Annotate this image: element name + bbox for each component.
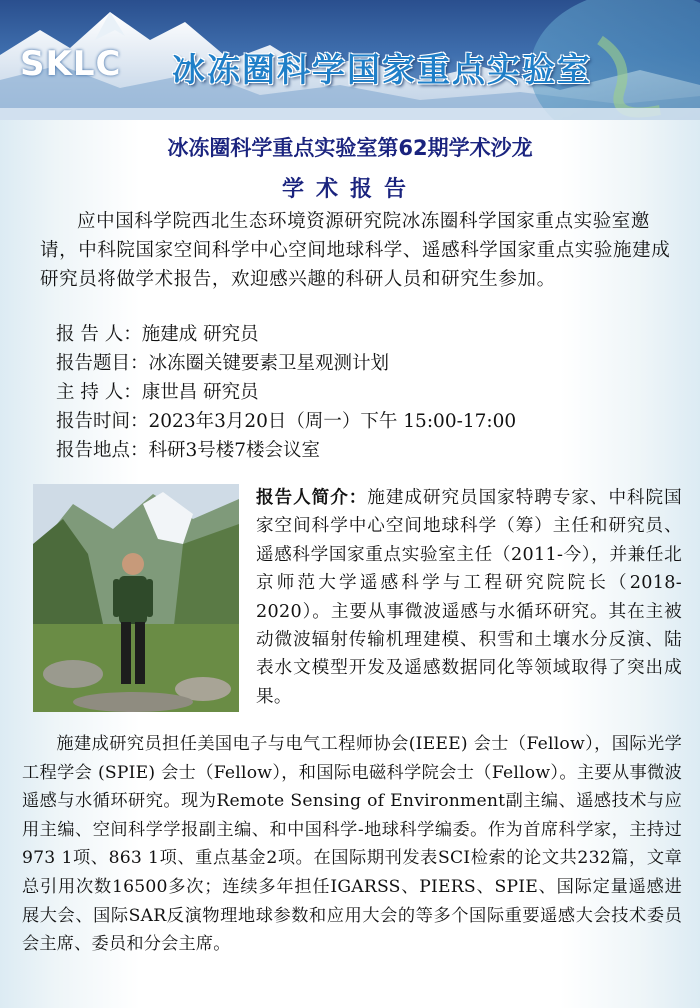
header-banner bbox=[0, 0, 700, 120]
info-value: 科研3号楼7楼会议室 bbox=[148, 440, 321, 461]
info-value: 冰冻圈关键要素卫星观测计划 bbox=[148, 353, 390, 374]
info-label: 主 持 人： bbox=[56, 382, 142, 403]
info-host bbox=[56, 378, 259, 407]
speaker-bio bbox=[256, 484, 682, 711]
info-time bbox=[56, 407, 516, 436]
info-value: 康世昌 研究员 bbox=[141, 382, 259, 403]
lab-logo: SKLC bbox=[20, 44, 122, 84]
info-location bbox=[56, 436, 320, 465]
info-label: 报告时间： bbox=[56, 411, 149, 432]
salon-series-title: 冰冻圈科学重点实验室第62期学术沙龙 bbox=[167, 136, 533, 160]
info-label: 报 告 人： bbox=[56, 324, 142, 345]
info-value: 施建成 研究员 bbox=[141, 324, 259, 345]
speaker-photo bbox=[33, 484, 239, 712]
info-label: 报告地点： bbox=[56, 440, 149, 461]
speaker-photo-illustration bbox=[33, 484, 239, 712]
info-label: 报告题目： bbox=[56, 353, 149, 374]
bio-label: 报告人简介： bbox=[256, 487, 368, 508]
speaker-credentials-paragraph: 施建成研究员担任美国电子与电气工程师协会(IEEE) 会士（Fellow），国际光学工程学会 (SPIE) 会士（Fellow），和国际电磁科学院会士（Fellow）。主要从事微波遥感与水循环研究。现为Remote Sensing of Environment副主编、遥感技术与应用主编、空间科学学报副主编、和中国科学-地球科学编委。作为首席科学家，主持过973 1项、863 1项、重点基金2项。在国际期刊发表SCI检索的论文共232篇，文章总引用次数16500多次；连续多年担任IGARSS、PIERS、SPIE、国际定量遥感进展大会、国际SAR反演物理地球参数和应用大会的等多个国际重要遥感大会技术委员会主席、委员和分会主席。 bbox=[22, 734, 682, 955]
info-topic bbox=[56, 349, 389, 378]
invitation-paragraph: 应中国科学院西北生态环境资源研究院冰冻圈科学国家重点实验室邀请，中科院国家空间科学中心空间地球科学、遥感科学国家重点实验施建成研究员将做学术报告，欢迎感兴趣的科研人员和研究生参加。 bbox=[40, 211, 671, 290]
info-value: 2023年3月20日（周一）下午 15:00-17:00 bbox=[148, 411, 517, 432]
bio-text: 施建成研究员国家特聘专家、中科院国家空间科学中心空间地球科学（筹）主任和研究员、遥感科学国家重点实验室主任（2011-今），并兼任北京师范大学遥感科学与工程研究院院长（2018-2020）。主要从事微波遥感与水循环研究。其在主被动微波辐射传输机理建模、积雪和土壤水分反演、陆表水文模型开发及遥感数据同化等领域取得了突出成果。 bbox=[256, 488, 682, 707]
report-heading: 学术报告 bbox=[281, 177, 418, 202]
info-speaker bbox=[56, 320, 259, 349]
lab-name-title: 冰冻圈科学国家重点实验室 bbox=[172, 50, 592, 89]
